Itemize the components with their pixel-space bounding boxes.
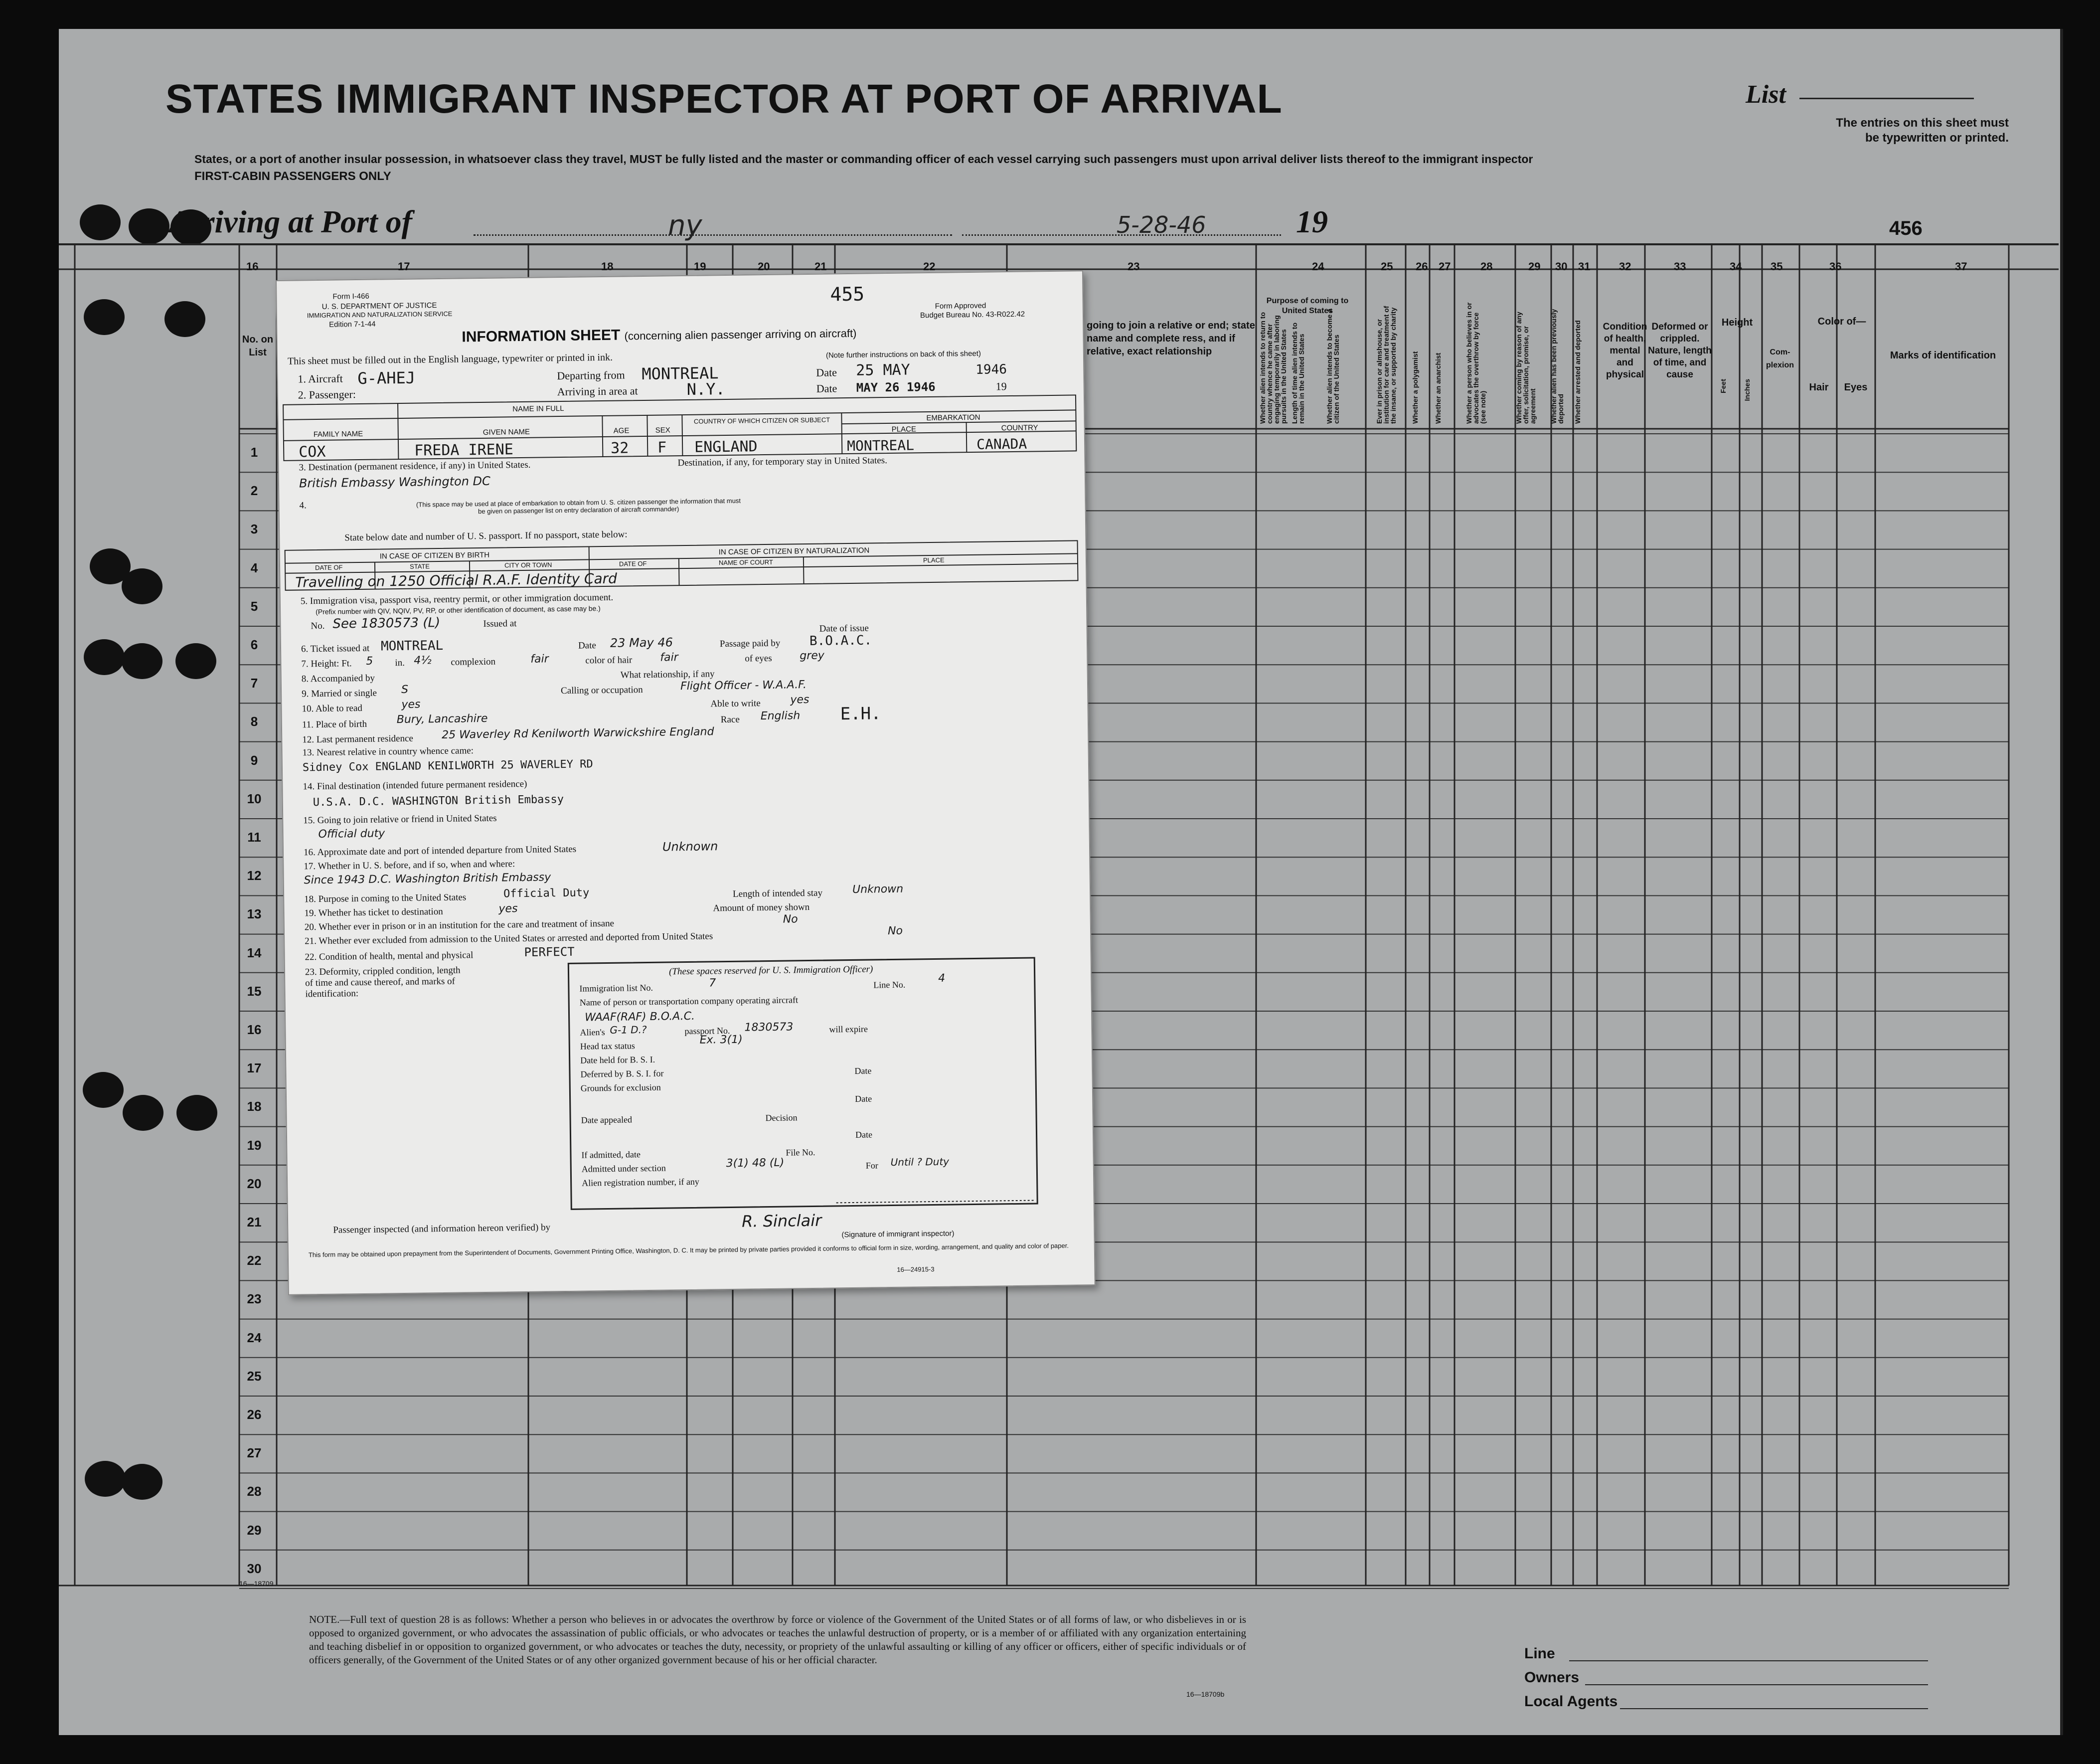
arriving-label: Arriving at Port of xyxy=(168,204,412,239)
q9-value: S xyxy=(401,683,409,696)
column-number: 32 xyxy=(1619,260,1631,273)
q23-label: 23. Deformity, crippled condition, length of time and cause thereof, and marks of identification: xyxy=(305,965,461,1000)
officer-title: (These spaces reserved for U. S. Immigration Officer) xyxy=(668,964,873,977)
cit-col: STATE xyxy=(409,562,430,570)
q17-value: Since 1943 D.C. Washington British Embassy xyxy=(304,871,551,887)
line-number: 18 xyxy=(247,1099,262,1114)
admitted-under-label: Admitted under section xyxy=(581,1163,666,1174)
form-number: Form I-466 xyxy=(332,292,369,301)
q4-state: State below date and number of U. S. passport. If no passport, state below: xyxy=(344,529,628,543)
col-family-label: FAMILY NAME xyxy=(313,429,363,439)
date-appealed-label: Date appealed xyxy=(581,1114,633,1125)
line-number: 22 xyxy=(247,1253,262,1268)
line-number: 8 xyxy=(250,714,258,729)
port-handwritten: ny xyxy=(668,209,702,242)
q4-value: Travelling on 1250 Official R.A.F. Identity Card xyxy=(295,570,618,591)
col-embark-label: EMBARKATION xyxy=(926,413,980,423)
admitted-value: 3(1) 48 (L) xyxy=(726,1156,785,1170)
line-number: 14 xyxy=(247,945,262,960)
agent-line: Line xyxy=(1524,1645,1555,1662)
date-label: Date xyxy=(854,1065,872,1076)
column-number: 21 xyxy=(814,260,827,273)
vertical-header: Length of time alien intends to remain in the United States xyxy=(1291,323,1305,424)
departing-label: Departing from xyxy=(557,368,625,382)
head-tax-label: Head tax status xyxy=(580,1041,635,1052)
column-number: 18 xyxy=(601,260,614,273)
line-number: 27 xyxy=(247,1445,262,1461)
col36-eyes: Eyes xyxy=(1844,382,1868,393)
column-number: 28 xyxy=(1480,260,1493,273)
col23-head: going to join a relative or end; state name and complete ress, and if relative, exact relationship xyxy=(1087,320,1255,357)
line-number: 26 xyxy=(247,1407,262,1422)
eyes-label: of eyes xyxy=(745,653,772,664)
column-number: 24 xyxy=(1312,260,1324,273)
sex-value: F xyxy=(657,439,667,457)
q18-length-value: Unknown xyxy=(852,882,904,896)
date-label: Date xyxy=(855,1093,872,1104)
q5-value: See 1830573 (L) xyxy=(332,615,441,632)
q13-label: 13. Nearest relative in country whence came: xyxy=(302,745,474,758)
line-number: 17 xyxy=(247,1060,262,1076)
q15-label: 15. Going to join relative or friend in United States xyxy=(303,813,497,826)
eyes-value: grey xyxy=(800,649,825,663)
deferred-label: Deferred by B. S. I. for xyxy=(580,1068,664,1079)
will-expire-label: will expire xyxy=(829,1024,868,1035)
column-number: 26 xyxy=(1416,260,1428,273)
given-name-value: FREDA IRENE xyxy=(414,441,514,460)
operator-label: Name of person or transportation company operating aircraft xyxy=(579,995,799,1008)
vertical-header: Ever in prison or almshouse, or institution for care and treatment of the insane, or supported by charity xyxy=(1375,306,1397,424)
line-number: 1 xyxy=(250,445,258,460)
sheet-intro: This sheet must be filled out in the English language, typewriter or printed in ink. xyxy=(287,352,613,367)
q20-label: 20. Whether ever in prison or in an institution for the care and treatment of insane xyxy=(304,918,615,933)
alien-s-value: G-1 D.? xyxy=(610,1024,647,1036)
height-inches-value: 4½ xyxy=(414,654,432,667)
head-tax-value: Ex. 3(1) xyxy=(699,1033,743,1047)
column-number: 33 xyxy=(1674,260,1686,273)
q5-note: (Prefix number with QIV, NQIV, PV, RP, or other identification of document, as case may be.) xyxy=(316,604,601,616)
citizen-nat-label: IN CASE OF CITIZEN BY NATURALIZATION xyxy=(718,546,870,557)
line-number: 20 xyxy=(247,1176,262,1191)
age-value: 32 xyxy=(610,439,629,457)
q14-label: 14. Final destination (intended future permanent residence) xyxy=(303,778,527,792)
q16-label: 16. Approximate date and port of intended departure from United States xyxy=(303,844,577,858)
date2-value: MAY 26 1946 xyxy=(856,379,936,395)
inspector-signature: R. Sinclair xyxy=(741,1211,822,1231)
column-number: 20 xyxy=(758,260,770,273)
race-code: E.H. xyxy=(840,704,881,724)
date-bsi-label: Date held for B. S. I. xyxy=(580,1054,655,1065)
col37-head: Marks of identification xyxy=(1890,350,1996,361)
q14-value: U.S.A. D.C. WASHINGTON British Embassy xyxy=(313,793,564,809)
inspected-by-label: Passenger inspected (and information hereon verified) by xyxy=(333,1222,551,1235)
vertical-header: Whether an anarchist xyxy=(1434,353,1442,424)
vertical-header: Whether alien intends to return to country whence he came after engaging temporarily in laboring pursuits in the United States xyxy=(1259,312,1288,424)
q10-write-label: Able to write xyxy=(710,698,761,709)
column-number: 23 xyxy=(1128,260,1140,273)
column-number: 16 xyxy=(246,260,259,273)
q19-money-label: Amount of money shown xyxy=(713,902,810,914)
manifest-title: STATES IMMIGRANT INSPECTOR AT PORT OF ARRIVAL xyxy=(165,76,1283,122)
col33-head: Deformed or crippled. Nature, length of time, and cause xyxy=(1648,322,1712,380)
line-number: 3 xyxy=(250,522,258,537)
line-number: 6 xyxy=(250,637,258,652)
q10-label: 10. Able to read xyxy=(302,703,362,714)
q18-length-label: Length of intended stay xyxy=(732,887,823,899)
vertical-header: Whether coming by reason of any offer, solicitation, promise, or agreement xyxy=(1515,312,1537,424)
print-code: 16—24915-3 xyxy=(897,1265,935,1273)
hair-value: fair xyxy=(660,651,678,664)
q4-label: 4. xyxy=(299,500,307,511)
imm-list-label: Immigration list No. xyxy=(579,982,653,994)
manifest-subtitle: States, or a port of another insular possession, in whatsoever class they travel, MUST be fully listed and the master or commanding officer of each vessel carrying such passengers must upon arrival deliver lists thereof to the immigrant inspector xyxy=(194,153,1533,166)
hair-label: color of hair xyxy=(585,655,633,666)
line-number: 4 xyxy=(250,560,258,575)
passport-value: 1830573 xyxy=(744,1021,794,1034)
cit-col: CITY OR TOWN xyxy=(504,561,552,569)
vertical-header: Whether arrested and deported xyxy=(1574,320,1582,424)
decision-label: Decision xyxy=(765,1112,798,1123)
list-label: List xyxy=(1746,80,1786,109)
vertical-header: Whether a person who believes in or advocates the overthrow by force (see note) xyxy=(1465,302,1487,424)
q7-label: 7. Height: Ft. xyxy=(301,658,352,670)
signature-caption: (Signature of immigrant inspector) xyxy=(841,1229,955,1239)
birthplace-value: Bury, Lancashire xyxy=(396,712,488,726)
line-no-label: Line No. xyxy=(873,979,906,990)
line-number: 23 xyxy=(247,1291,262,1307)
line-number: 2 xyxy=(250,483,258,499)
line-number: 21 xyxy=(247,1215,262,1230)
date-label: Date xyxy=(816,382,837,395)
aircraft-label: 1. Aircraft xyxy=(298,372,343,385)
line-number: 11 xyxy=(247,830,261,845)
q15-value: Official duty xyxy=(318,827,385,841)
agent-owners: Owners xyxy=(1524,1669,1580,1686)
q10-write-value: yes xyxy=(790,693,809,706)
q19-value: yes xyxy=(498,902,518,915)
line-number: 10 xyxy=(247,791,262,806)
q12-label: 12. Last permanent residence xyxy=(302,733,414,745)
column-number: 36 xyxy=(1829,260,1842,273)
q8-label: 8. Accompanied by xyxy=(301,673,375,685)
year2-label: 19 xyxy=(995,380,1007,393)
column-number: 34 xyxy=(1730,260,1742,273)
occupation-label: Calling or occupation xyxy=(560,685,643,697)
col34-feet: Feet xyxy=(1719,379,1727,393)
q8-rel-label: What relationship, if any xyxy=(620,669,715,681)
q3-value: British Embassy Washington DC xyxy=(299,474,490,491)
fine-print: This form may be obtained upon prepayment from the Superintendent of Documents, Government Printing Office, Washington, D. C. It may be printed by private parties provided it conforms to official form in size, wording, arrangement, and quality and color of paper. xyxy=(308,1241,1069,1259)
column-number: 35 xyxy=(1771,260,1783,273)
information-sheet xyxy=(276,270,1096,1295)
q13-value: Sidney Cox ENGLAND KENILWORTH 25 WAVERLEY RD xyxy=(302,758,593,774)
column-number: 22 xyxy=(923,260,936,273)
q18-value: Official Duty xyxy=(503,886,590,900)
for-label: For xyxy=(865,1160,878,1171)
column-number: 19 xyxy=(694,260,706,273)
footnote: NOTE.—Full text of question 28 is as follows: Whether a person who believes in or advocates the overthrow by force or violence of the Government of the United States or of all forms of law, or who disbelieves in or is opposed to organized government, or who advocates the assassination of public officials, or who advocates or teaches the unlawful destruction of property, or is a member of or affiliated with any organization entertaining and teaching disbelief in or opposition to organized government, or who advocates or teaches the duty, necessity, or propriety of the unlawful assaulting or killing of any officer or officers, either of specific individuals or of officers generally, of the Government of the United States or of any other organized government because of his or her official character. xyxy=(309,1613,1246,1666)
q21-value: No xyxy=(887,924,903,938)
col34-head: Height xyxy=(1721,317,1753,328)
col-place-label: PLACE xyxy=(891,425,917,434)
column-number: 17 xyxy=(398,260,410,273)
complexion-value: fair xyxy=(530,653,549,666)
vertical-header: Whether alien intends to become a citizen of the United States xyxy=(1325,308,1340,424)
embark-country-value: CANADA xyxy=(976,435,1027,453)
col32-head: Condition of health, mental and physical xyxy=(1603,322,1647,380)
vertical-header: Whether alien has been previously deported xyxy=(1550,309,1565,424)
col34-inches: Inches xyxy=(1743,379,1751,401)
alien-s-label: Alien's xyxy=(580,1027,605,1038)
q3b-label: Destination, if any, for temporary stay in United States. xyxy=(677,455,888,469)
col36-head: Color of— xyxy=(1817,316,1866,327)
col16-head: No. on List xyxy=(242,334,274,358)
date-label: Date xyxy=(816,366,837,379)
col-given-label: GIVEN NAME xyxy=(483,427,530,437)
arriving-area-label: Arriving in area at xyxy=(557,384,638,398)
col-embark-country-label: COUNTRY xyxy=(1001,423,1038,433)
line-number: 15 xyxy=(247,983,262,999)
line-number: 24 xyxy=(247,1330,262,1345)
race-label: Race xyxy=(720,714,740,725)
q20-value: No xyxy=(783,913,798,926)
column-number: 37 xyxy=(1955,260,1967,273)
family-name-value: COX xyxy=(299,443,326,461)
embark-place-value: MONTREAL xyxy=(846,437,915,455)
year1-value: 1946 xyxy=(975,362,1007,377)
department-2: IMMIGRATION AND NATURALIZATION SERVICE xyxy=(307,310,453,320)
q5-label: 5. Immigration visa, passport visa, reentry permit, or other immigration document. xyxy=(300,592,614,607)
grounds-label: Grounds for exclusion xyxy=(580,1082,661,1093)
col24-head: Purpose of coming to United States xyxy=(1266,297,1349,315)
line-number: 30 xyxy=(247,1561,262,1576)
budget-bureau: Budget Bureau No. 43-R022.42 xyxy=(920,310,1025,320)
line-number: 7 xyxy=(250,676,258,691)
date-label: Date xyxy=(855,1129,873,1140)
q6-date-value: 23 May 46 xyxy=(610,635,673,650)
line-number: 13 xyxy=(247,906,262,922)
column-number: 25 xyxy=(1381,260,1393,273)
citizen-birth-label: IN CASE OF CITIZEN BY BIRTH xyxy=(379,550,490,561)
q5-date-issue-label: Date of issue xyxy=(819,623,869,634)
col-country-label: COUNTRY OF WHICH CITIZEN OR SUBJECT xyxy=(693,416,830,425)
col35-head: Com-plexion xyxy=(1766,348,1794,369)
department-1: U. S. DEPARTMENT OF JUSTICE xyxy=(322,301,437,311)
height-in-label: in. xyxy=(395,657,405,669)
line-number: 5 xyxy=(250,598,258,614)
aircraft-value: G-AHEJ xyxy=(357,368,416,388)
line-number: 28 xyxy=(247,1484,262,1499)
cit-col: DATE OF xyxy=(315,563,343,572)
form-code-right: 16—18709b xyxy=(1186,1690,1225,1698)
name-in-full-label: NAME IN FULL xyxy=(512,404,564,414)
q6-paid-label: Passage paid by xyxy=(719,638,781,650)
col-age-label: AGE xyxy=(613,426,630,435)
height-feet-value: 5 xyxy=(366,655,373,668)
line-number: 16 xyxy=(247,1022,262,1037)
column-number: 30 xyxy=(1555,260,1568,273)
line-no-value: 4 xyxy=(938,972,946,985)
for-value: Until ? Duty xyxy=(890,1155,950,1169)
race-value: English xyxy=(760,709,801,723)
departing-value: MONTREAL xyxy=(642,363,719,384)
occupation-value: Flight Officer - W.A.A.F. xyxy=(680,679,807,693)
q4-note: (This space may be used at place of embarkation to obtain from U. S. citizen passenger the information that must be given on passenger list on entry declaration of aircraft commander) xyxy=(416,497,741,516)
arriving-area-value: N.Y. xyxy=(686,379,726,399)
form-approved: Form Approved xyxy=(935,301,986,311)
date-handwritten: 5-28-46 xyxy=(1117,211,1206,238)
q10-value: yes xyxy=(401,698,421,711)
vertical-header: Whether a polygamist xyxy=(1411,351,1419,424)
column-number: 27 xyxy=(1439,260,1451,273)
line-number: 12 xyxy=(247,868,262,883)
q17-label: 17. Whether in U. S. before, and if so, when and where: xyxy=(304,859,515,872)
complexion-label: complexion xyxy=(451,656,496,668)
line-number: 19 xyxy=(247,1137,262,1153)
q11-label: 11. Place of birth xyxy=(302,718,367,730)
agent-local: Local Agents xyxy=(1524,1693,1618,1710)
citizen-value: ENGLAND xyxy=(694,438,758,456)
q22-label: 22. Condition of health, mental and physical xyxy=(305,950,474,963)
q21-label: 21. Whether ever excluded from admission to the United States or arrested and deported from United States xyxy=(305,931,713,947)
cit-col: DATE OF xyxy=(619,559,647,568)
q6-paid-value: B.O.A.C. xyxy=(809,633,872,649)
q19-label: 19. Whether has ticket to destination xyxy=(304,906,443,919)
sheet-title: INFORMATION SHEET (concerning alien passenger arriving on aircraft) xyxy=(462,327,857,346)
column-number: 29 xyxy=(1528,260,1541,273)
passport-no-label: passport No. xyxy=(684,1025,730,1037)
imm-list-value: 7 xyxy=(709,977,716,990)
q6-label: 6. Ticket issued at xyxy=(301,643,370,655)
q12-value: 25 Waverley Rd Kenilworth Warwickshire England xyxy=(442,725,714,741)
passenger-label: 2. Passenger: xyxy=(298,388,356,401)
entries-note: The entries on this sheet must be typewritten or printed. xyxy=(1836,116,2009,145)
q6-date-label: Date xyxy=(578,640,597,651)
date1-value: 25 MAY xyxy=(856,361,910,379)
q22-value: PERFECT xyxy=(524,944,575,960)
operator-value: WAAF(RAF) B.O.A.C. xyxy=(584,1010,695,1024)
line-number: 29 xyxy=(247,1522,262,1538)
line-number: 9 xyxy=(250,752,258,768)
q5-no-label: No. xyxy=(311,620,325,632)
q18-label: 18. Purpose in coming to the United States xyxy=(304,892,467,905)
sheet-intro-note: (Note further instructions on back of this sheet) xyxy=(825,349,981,360)
q6-value: MONTREAL xyxy=(380,638,444,654)
page-number: 456 xyxy=(1889,217,1923,239)
edition: Edition 7-1-44 xyxy=(328,320,376,329)
col-sex-label: SEX xyxy=(655,426,670,435)
cit-col: PLACE xyxy=(923,556,945,564)
q5-issued-label: Issued at xyxy=(483,618,517,629)
q9-label: 9. Married or single xyxy=(302,688,377,700)
line-number: 25 xyxy=(247,1368,262,1384)
year-label: 19 xyxy=(1296,204,1328,239)
alien-reg-label: Alien registration number, if any xyxy=(582,1176,699,1188)
column-number: 31 xyxy=(1578,260,1591,273)
q3-label: 3. Destination (permanent residence, if any) in United States. xyxy=(299,459,531,473)
form-code-left: 16—18709 xyxy=(239,1580,274,1588)
cit-col: NAME OF COURT xyxy=(718,558,773,567)
col36-hair: Hair xyxy=(1809,382,1829,393)
stamp-number: 455 xyxy=(830,283,865,306)
q16-value: Unknown xyxy=(662,839,718,854)
file-no-label: File No. xyxy=(786,1147,815,1158)
first-cabin-label: FIRST-CABIN PASSENGERS ONLY xyxy=(194,170,391,183)
if-admitted-label: If admitted, date xyxy=(581,1149,641,1160)
